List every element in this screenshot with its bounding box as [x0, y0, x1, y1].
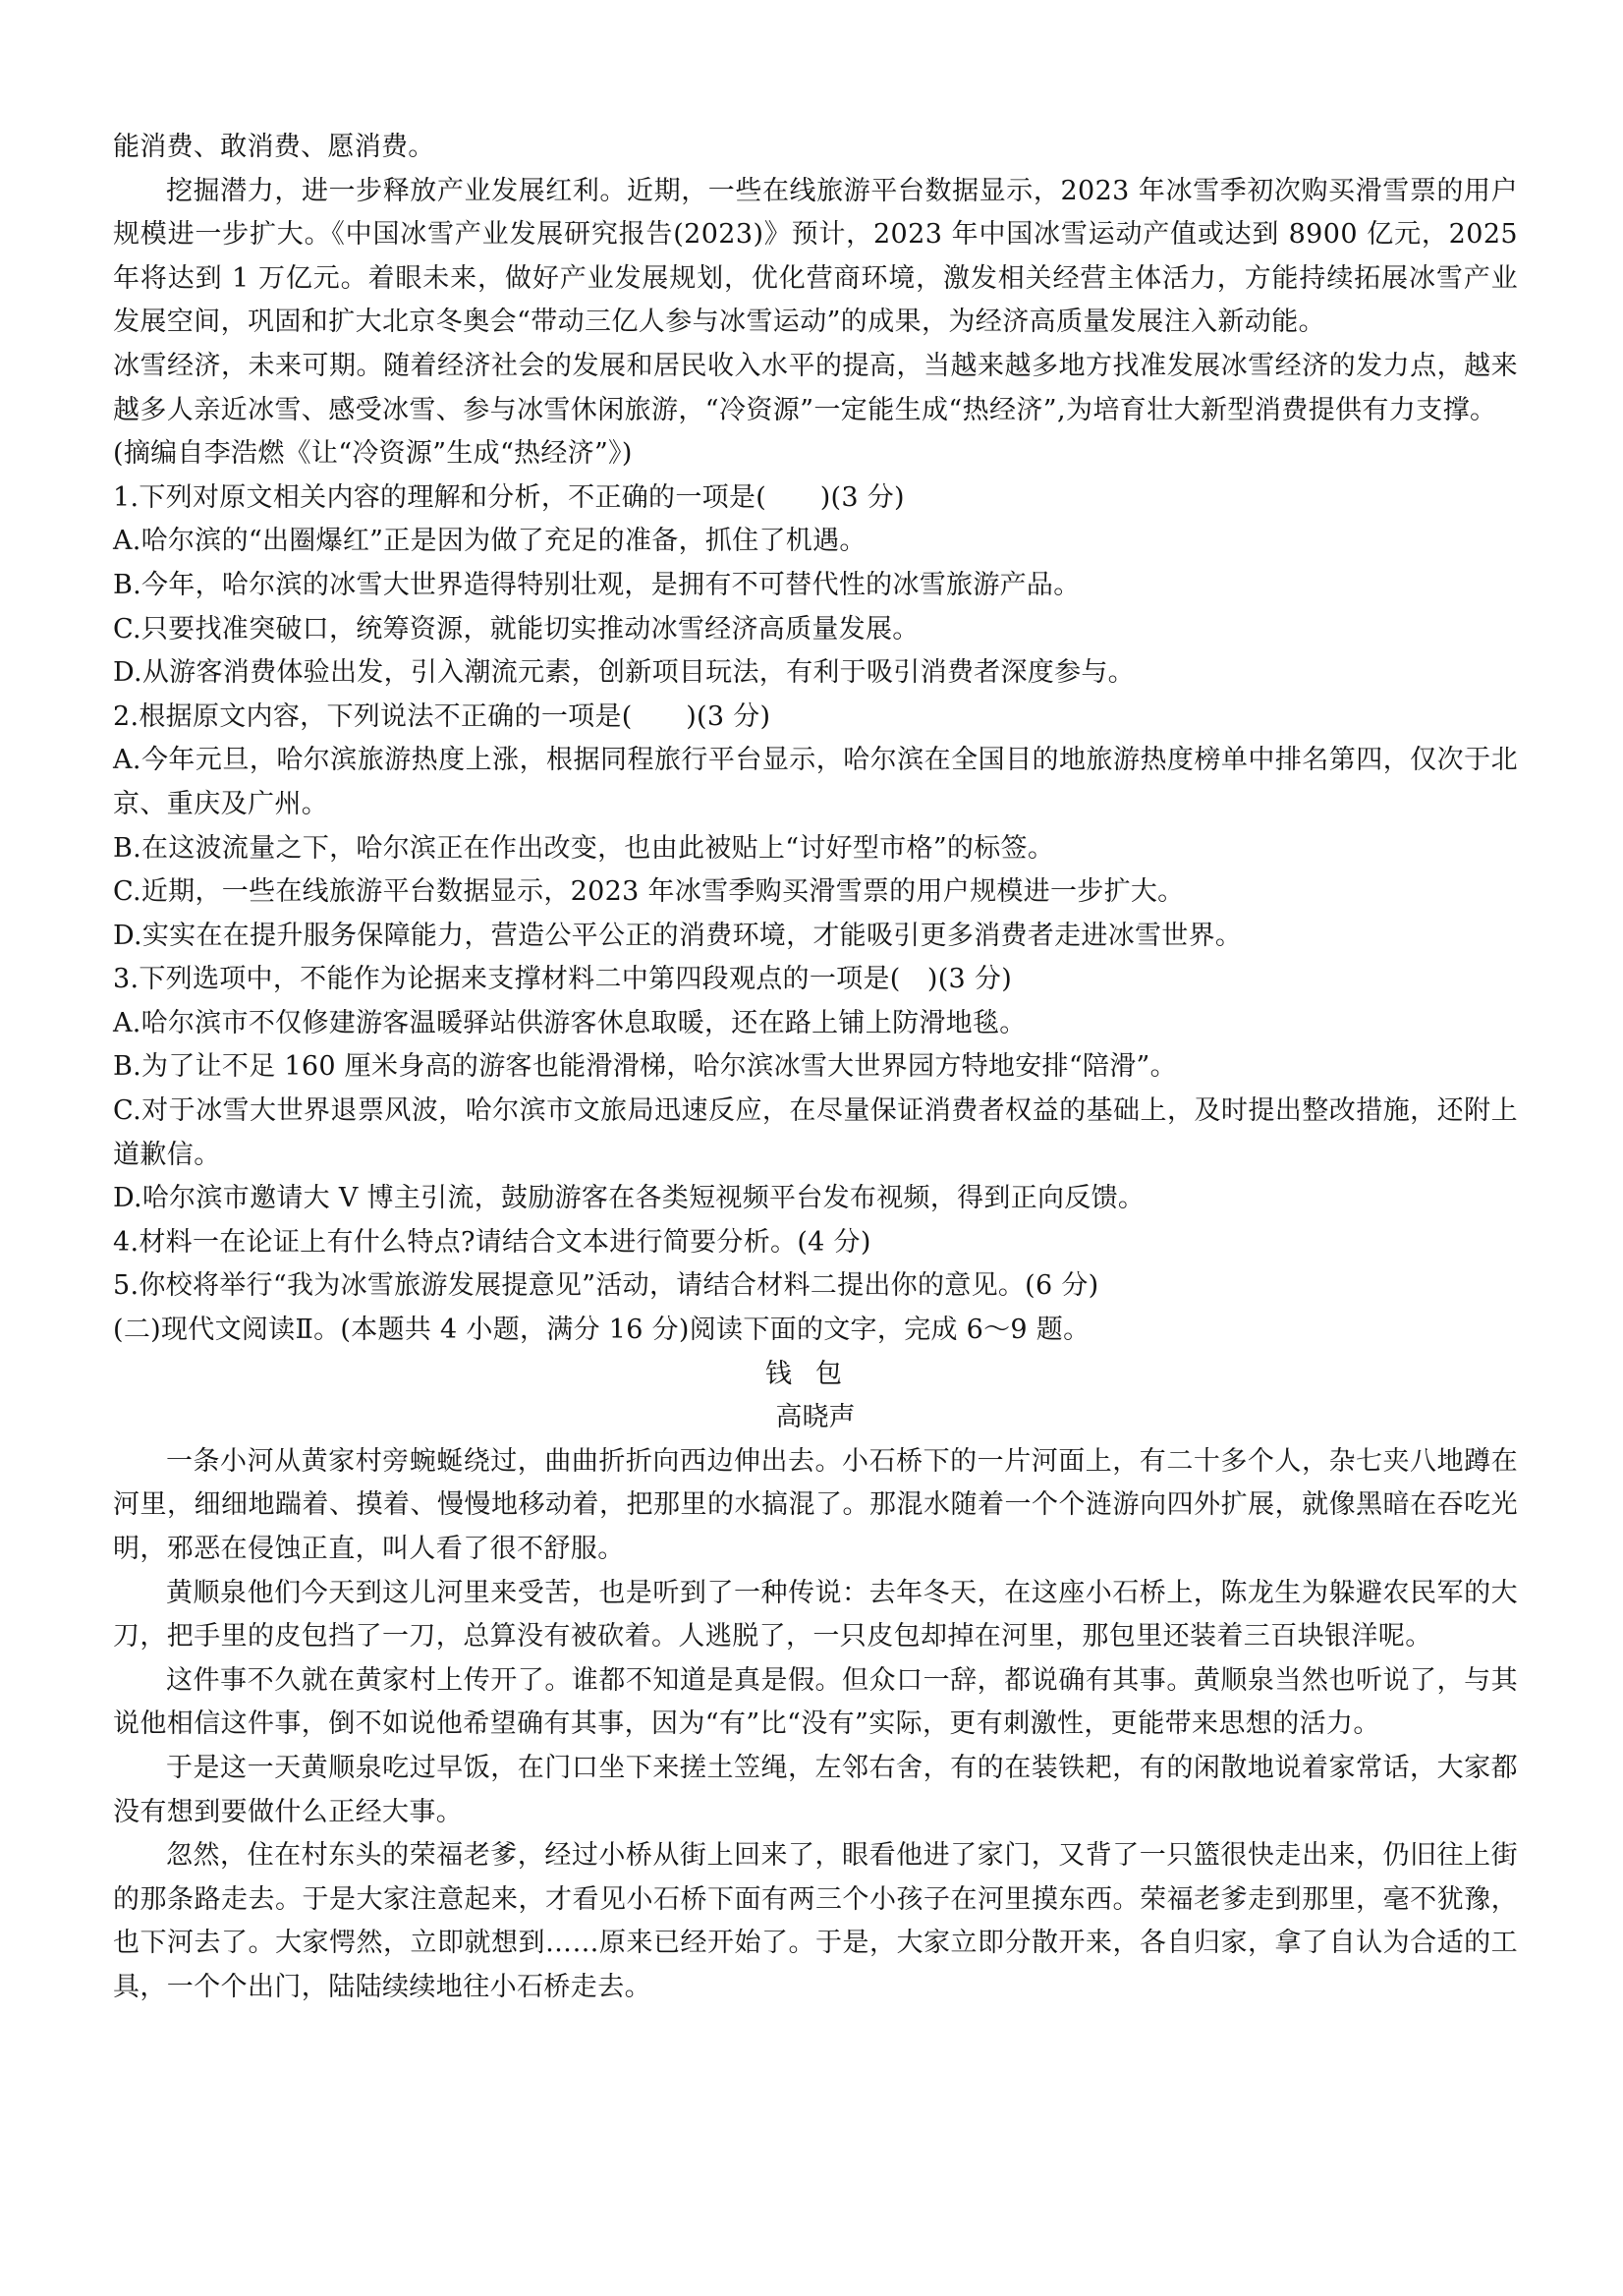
paragraph-continuation: 能消费、敢消费、愿消费。	[113, 132, 435, 162]
question-3-option-a: A.哈尔滨市不仅修建游客温暖驿站供游客休息取暖，还在路上铺上防滑地毯。	[113, 1007, 1027, 1038]
question-2-option-c: C.近期，一些在线旅游平台数据显示，2023 年冰雪季购买滑雪票的用户规模进一步扩大。	[113, 876, 1185, 908]
question-3-option-c: C.对于冰雪大世界退票风波，哈尔滨市文旅局迅速反应，在尽量保证消费者权益的基础上，及时提出整改措施，还附上道歉信。	[113, 1095, 1518, 1170]
story-author: 高晓声	[775, 1402, 856, 1433]
question-3-option-b: B.为了让不足 160 厘米身高的游客也能滑滑梯，哈尔滨冰雪大世界园方特地安排“陪滑”。	[113, 1051, 1177, 1083]
story-paragraph: 一条小河从黄家村旁蜿蜒绕过，曲曲折折向西边伸出去。小石桥下的一片河面上，有二十多个人，杂七夹八地蹲在河里，细细地踹着、摸着、慢慢地移动着，把那里的水搞混了。那混水随着一个个涟游向四外扩展，就像黑暗在吞吃光明，邪恶在侵蚀正直，叫人看了很不舒服。	[113, 1445, 1518, 1564]
story-paragraph: 这件事不久就在黄家村上传开了。谁都不知道是真是假。但众口一辞，都说确有其事。黄顺泉当然也听说了，与其说他相信这件事，倒不如说他希望确有其事，因为“有”比“没有”实际，更有刺激性，更能带来思想的活力。	[113, 1664, 1518, 1740]
exam-page	[113, 126, 1518, 2010]
question-2-option-d: D.实实在在提升服务保障能力，营造公平公正的消费环境，才能吸引更多消费者走进冰雪世界。	[113, 920, 1243, 951]
section-2-heading: (二)现代文阅读Ⅱ。(本题共 4 小题，满分 16 分)阅读下面的文字，完成 6～9 题。	[113, 1315, 1091, 1346]
question-2-option-b: B.在这波流量之下，哈尔滨正在作出改变，也由此被贴上“讨好型市格”的标签。	[113, 832, 1055, 864]
question-3-option-d: D.哈尔滨市邀请大 V 博主引流，鼓励游客在各类短视频平台发布视频，得到正向反馈。	[113, 1183, 1146, 1214]
question-2-option-a: A.今年元旦，哈尔滨旅游热度上涨，根据同程旅行平台显示，哈尔滨在全国目的地旅游热度榜单中排名第四，仅次于北京、重庆及广州。	[113, 745, 1518, 819]
source-citation: (摘编自李浩燃《让“冷资源”生成“热经济”》)	[113, 438, 633, 470]
story-paragraph: 忽然，住在村东头的荣福老爹，经过小桥从街上回来了，眼看他进了家门，又背了一只篮很快走出来，仍旧往上街的那条路走去。于是大家注意起来，才看见小石桥下面有两三个小孩子在河里摸东西。荣福老爹走到那里，毫不犹豫，也下河去了。大家愕然，立即就想到……原来已经开始了。于是，大家立即分散开来，各自归家，拿了自认为合适的工具，一个个出门，陆陆续续地往小石桥走去。	[113, 1840, 1518, 2002]
question-1-option-b: B.今年，哈尔滨的冰雪大世界造得特别壮观，是拥有不可替代性的冰雪旅游产品。	[113, 569, 1081, 600]
question-3: 3.下列选项中，不能作为论据来支撑材料二中第四段观点的一项是( )(3 分)	[113, 964, 1013, 995]
question-1-option-a: A.哈尔滨的“出圈爆红”正是因为做了充足的准备，抓住了机遇。	[113, 526, 867, 557]
question-4: 4.材料一在论证上有什么特点?请结合文本进行简要分析。(4 分)	[113, 1226, 871, 1258]
question-1-option-d: D.从游客消费体验出发，引入潮流元素，创新项目玩法，有利于吸引消费者深度参与。	[113, 657, 1135, 689]
question-1: 1.下列对原文相关内容的理解和分析，不正确的一项是( )(3 分)	[113, 481, 905, 513]
paragraph-potential: 挖掘潜力，进一步释放产业发展红利。近期，一些在线旅游平台数据显示，2023 年冰雪季初次购买滑雪票的用户规模进一步扩大。《中国冰雪产业发展研究报告(2023)》预计，2023 年中国冰雪运动产值或达到 8900 亿元，2025 年将达到 1 万亿元。着眼未来，做好产业发展规划，优化营商环境，激发相关经营主体活力，方能持续拓展冰雪产业发展空间，巩固和扩大北京冬奥会“带动三亿人参与冰雪运动”的成果，为经济高质量发展注入新动能。	[113, 175, 1518, 338]
paragraph-future: 冰雪经济，未来可期。随着经济社会的发展和居民收入水平的提高，当越来越多地方找准发展冰雪经济的发力点，越来越多人亲近冰雪、感受冰雪、参与冰雪休闲旅游，“冷资源”一定能生成“热经济”,为培育壮大新型消费提供有力支撑。	[113, 350, 1518, 425]
story-title: 钱包	[765, 1358, 866, 1389]
story-paragraph: 于是这一天黄顺泉吃过早饭，在门口坐下来搓土笠绳，左邻右舍，有的在装铁耙，有的闲散地说着家常话，大家都没有想到要做什么正经大事。	[113, 1752, 1518, 1827]
question-2: 2.根据原文内容，下列说法不正确的一项是( )(3 分)	[113, 700, 771, 732]
question-5: 5.你校将举行“我为冰雪旅游发展提意见”活动，请结合材料二提出你的意见。(6 分)	[113, 1270, 1099, 1302]
story-paragraph: 黄顺泉他们今天到这儿河里来受苦，也是听到了一种传说：去年冬天，在这座小石桥上，陈龙生为躲避农民军的大刀，把手里的皮包挡了一刀，总算没有被砍着。人逃脱了，一只皮包却掉在河里，那包里还装着三百块银洋呢。	[113, 1577, 1518, 1652]
question-1-option-c: C.只要找准突破口，统筹资源，就能切实推动冰雪经济高质量发展。	[113, 613, 920, 644]
